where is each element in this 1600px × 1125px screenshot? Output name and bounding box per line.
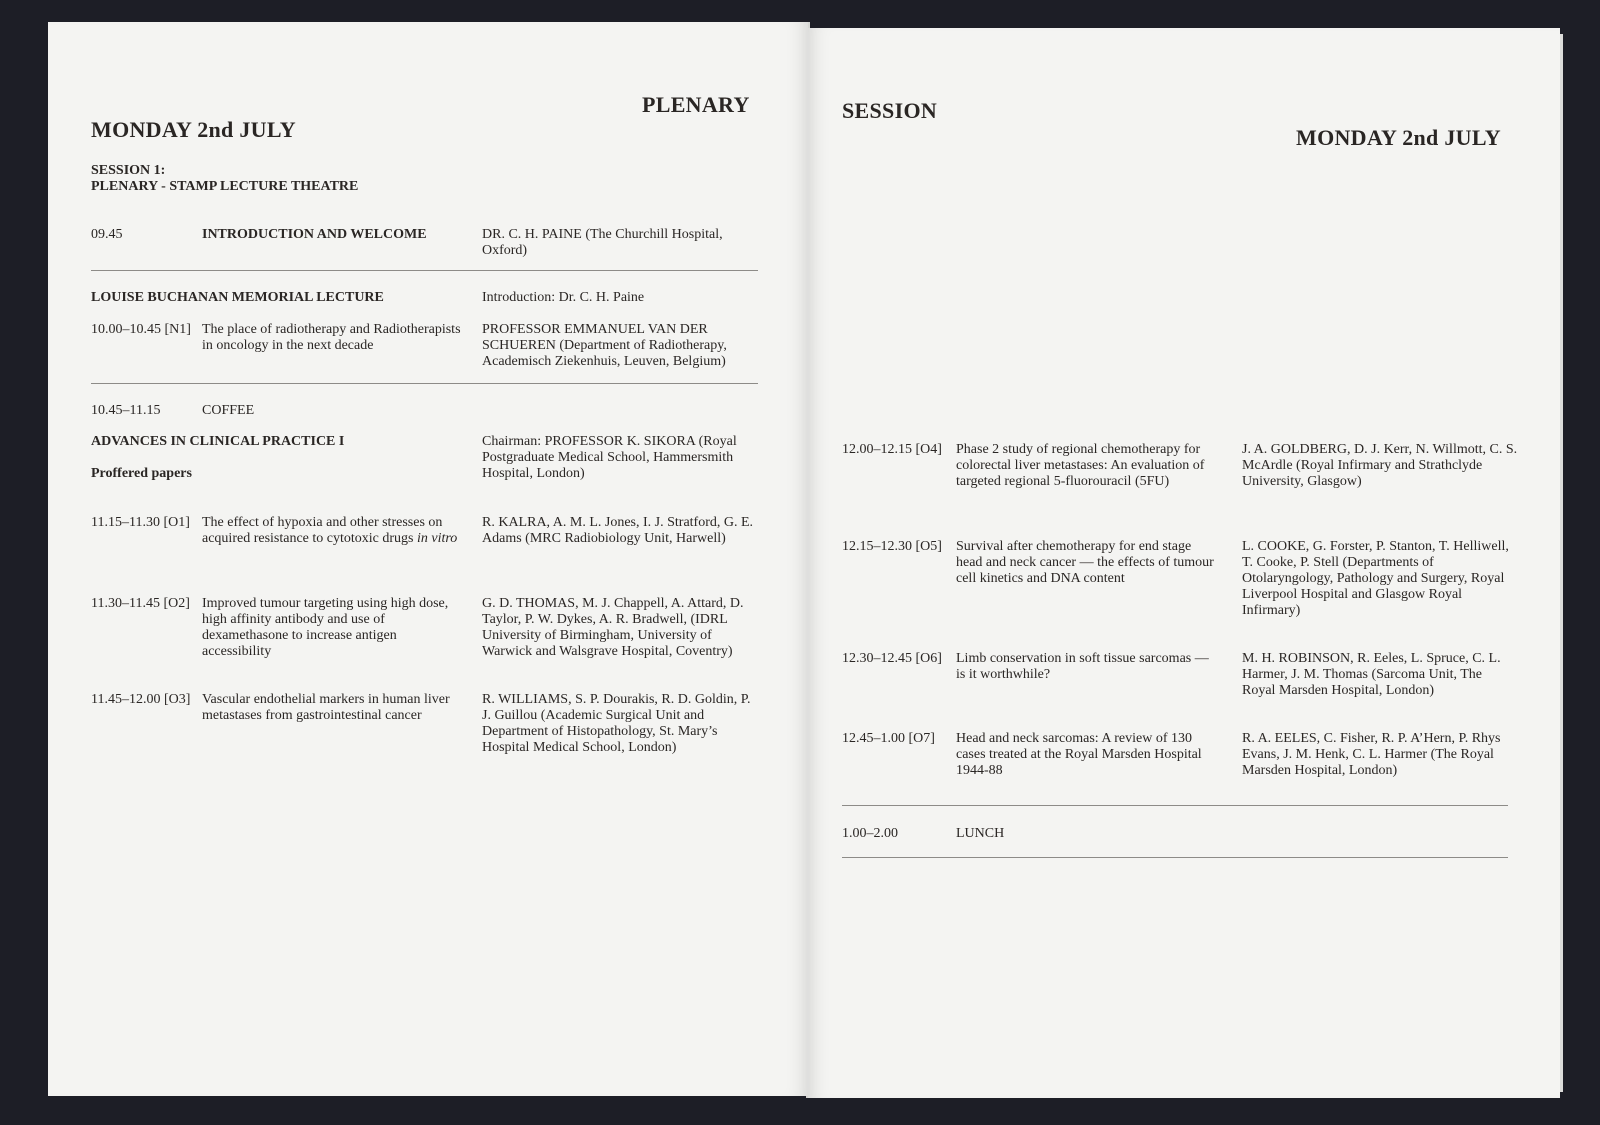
welcome-title: INTRODUCTION AND WELCOME <box>202 227 427 242</box>
divider <box>91 270 758 271</box>
paper-title: Head and neck sarcomas: A review of 130 cases treated at the Royal Marsden Hospital 1944-88 <box>956 731 1202 778</box>
paper-time: 12.30–12.45 [O6] <box>842 651 942 666</box>
paper-authors: G. D. THOMAS, M. J. Chappell, A. Attard, D. Taylor, P. W. Dykes, A. R. Bradwell, (IDRL University of Birmingham, University of Warwick and Walsgrave Hospital, Coventry) <box>482 596 744 659</box>
divider <box>842 805 1508 806</box>
paper-time: 11.45–12.00 [O3] <box>91 692 191 707</box>
right-page <box>808 28 1560 1098</box>
coffee-label: COFFEE <box>202 403 255 418</box>
right-corner-title: SESSION <box>842 98 938 123</box>
paper-title: Vascular endothelial markers in human liver metastases from gastrointestinal cancer <box>202 692 450 723</box>
advances-heading: ADVANCES IN CLINICAL PRACTICE I <box>91 434 345 449</box>
divider <box>91 383 758 384</box>
paper-title: Limb conservation in soft tissue sarcomas — is it worthwhile? <box>956 651 1209 682</box>
session-venue: PLENARY - STAMP LECTURE THEATRE <box>91 179 359 194</box>
paper-time: 11.15–11.30 [O1] <box>91 515 190 530</box>
advances-subheading: Proffered papers <box>91 466 192 481</box>
paper-authors: J. A. GOLDBERG, D. J. Kerr, N. Willmott, C. S. McArdle (Royal Infirmary and Strathclyde University, Glasgow) <box>1242 442 1518 489</box>
paper-time: 12.15–12.30 [O5] <box>842 539 942 554</box>
paper-authors: M. H. ROBINSON, R. Eeles, L. Spruce, C. L. Harmer, J. M. Thomas (Sarcoma Unit, The Royal Marsden Hospital, London) <box>1242 651 1501 698</box>
paper-time: 11.30–11.45 [O2] <box>91 596 190 611</box>
paper-time: 12.45–1.00 [O7] <box>842 731 935 746</box>
memorial-heading: LOUISE BUCHANAN MEMORIAL LECTURE <box>91 290 384 305</box>
left-corner-title: PLENARY <box>642 92 750 117</box>
paper-title <box>202 515 464 547</box>
memorial-intro: Introduction: Dr. C. H. Paine <box>482 290 645 305</box>
paper-authors: L. COOKE, G. Forster, P. Stanton, T. Helliwell, T. Cooke, P. Stell (Departments of Otolaryngology, Pathology and Surgery, Royal Liverpool Hospital and Glasgow Royal Infirmary) <box>1242 539 1509 618</box>
paper-title: Survival after chemotherapy for end stage head and neck cancer — the effects of tumour cell kinetics and DNA content <box>956 539 1214 586</box>
left-day-heading: MONDAY 2nd JULY <box>91 117 296 142</box>
welcome-speaker: DR. C. H. PAINE (The Churchill Hospital, Oxford) <box>482 227 723 258</box>
paper-time: 12.00–12.15 [O4] <box>842 442 942 457</box>
lunch-label: LUNCH <box>956 826 1005 841</box>
right-day-heading: MONDAY 2nd JULY <box>1296 125 1501 150</box>
memorial-speaker: PROFESSOR EMMANUEL VAN DER SCHUEREN (Department of Radiotherapy, Academisch Ziekenhuis, Leuven, Belgium) <box>482 322 727 369</box>
paper-title: Improved tumour targeting using high dose, high affinity antibody and use of dexamethasone to increase antigen accessibility <box>202 596 449 659</box>
lunch-time: 1.00–2.00 <box>842 826 898 841</box>
paper-authors: R. A. EELES, C. Fisher, R. P. A’Hern, P. Rhys Evans, J. M. Henk, C. L. Harmer (The Royal Marsden Hospital, London) <box>1242 731 1501 778</box>
memorial-time: 10.00–10.45 [N1] <box>91 322 191 337</box>
coffee-time: 10.45–11.15 <box>91 403 161 418</box>
memorial-title: The place of radiotherapy and Radiotherapists in oncology in the next decade <box>202 322 461 353</box>
left-page <box>48 22 808 1096</box>
paper-title-italic: in vitro <box>416 531 458 546</box>
session-label: SESSION 1: <box>91 163 166 178</box>
paper-title: Phase 2 study of regional chemotherapy for colorectal liver metastases: An evaluation of targeted regional 5-fluorouracil (5FU) <box>956 442 1205 489</box>
advances-chairman: Chairman: PROFESSOR K. SIKORA (Royal Postgraduate Medical School, Hammersmith Hospital, London) <box>482 434 737 481</box>
paper-title-text: The effect of hypoxia and other stresses on acquired resistance to cytotoxic drugs <box>202 515 443 546</box>
divider <box>842 857 1508 858</box>
paper-authors: R. KALRA, A. M. L. Jones, I. J. Stratford, G. E. Adams (MRC Radiobiology Unit, Harwell) <box>482 515 754 546</box>
paper-authors: R. WILLIAMS, S. P. Dourakis, R. D. Goldin, P. J. Guillou (Academic Surgical Unit and Department of Histopathology, St. Mary’s Hospital Medical School, London) <box>482 692 751 755</box>
welcome-time: 09.45 <box>91 227 123 242</box>
